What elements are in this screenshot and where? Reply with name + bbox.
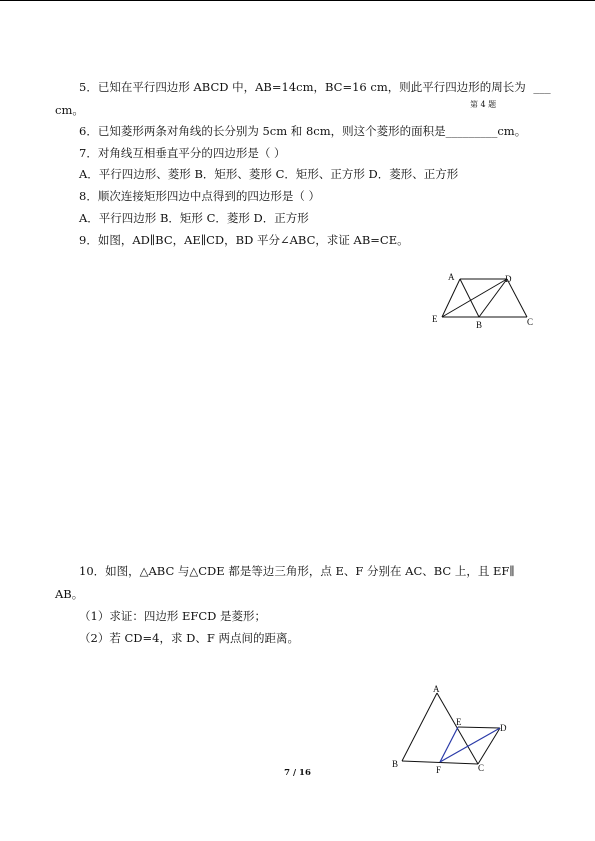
q9-segment-ab [460,279,479,317]
q10-label-a: A [433,684,440,694]
q9-segment-bd [479,279,507,317]
q10-part2: （2）若 CD=4，求 D、F 两点间的距离。 [79,631,299,645]
q10-label-c: C [478,763,485,773]
q9-label-d: D [505,274,512,284]
q8-stem: 8．顺次连接矩形四边中点得到的四边形是（ ） [79,189,320,203]
q9-label-e: E [432,314,438,324]
q5-figure-note: 第 4 题 [470,100,497,109]
q7-stem: 7．对角线互相垂直平分的四边形是（ ） [79,146,286,160]
q10-figure [390,685,520,775]
q6-text: 6．已知菱形两条对角线的长分别为 5cm 和 8cm，则这个菱形的面积是_________cm。 [79,124,527,138]
q9-label-a: A [448,272,455,282]
q9-segment-dc [507,279,527,317]
q5-text: 5．已知在平行四边形 ABCD 中，AB=14cm，BC=16 cm，则此平行四边形的周长为 [79,80,526,94]
q9-stem: 9．如图，AD∥BC，AE∥CD，BD 平分∠ABC，求证 AB=CE。 [79,233,409,247]
q5-line1 [79,80,551,94]
q9-label-b: B [476,320,483,330]
q10-label-b: B [392,759,399,769]
q10-label-e: E [456,717,462,727]
q9-figure [430,270,550,330]
page-number: 7 / 16 [284,768,311,778]
q9-label-c: C [527,317,534,327]
q9-segment-ed [442,279,507,317]
q8-options: A．平行四边形 B．矩形 C．菱形 D．正方形 [79,211,309,225]
q5-line2: cm。 [55,103,84,117]
q10-stem-line2: AB。 [55,587,84,601]
q10-label-d: D [500,723,507,733]
q10-segment-ab [402,693,437,761]
header-rule [0,0,595,1]
q5-blank: ___ [533,80,551,94]
q10-segment-dc [478,728,500,764]
q10-stem-line1: 10．如图，△ABC 与△CDE 都是等边三角形，点 E、F 分别在 AC、BC 上，且 EF∥ [79,564,515,578]
q10-segment-ed [458,727,500,728]
q10-part1: （1）求证：四边形 EFCD 是菱形； [79,609,267,623]
q10-label-f: F [436,765,442,775]
q7-options: A．平行四边形、菱形 B．矩形、菱形 C．矩形、正方形 D．菱形、正方形 [79,167,459,181]
